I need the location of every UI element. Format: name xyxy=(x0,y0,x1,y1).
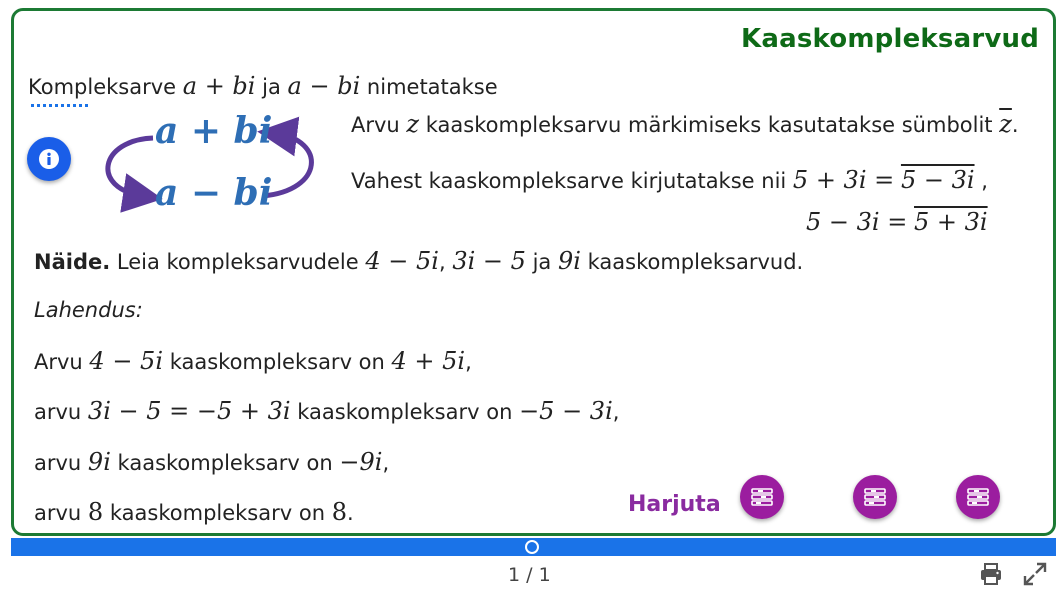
task-text-2: kaaskompleksarvud. xyxy=(580,250,804,274)
exercise-icon xyxy=(750,487,774,507)
solution-row xyxy=(34,498,354,526)
example-lhs-1: 5 + 3i = xyxy=(792,166,895,194)
page-separator: / xyxy=(526,564,533,586)
solution-row xyxy=(34,347,472,375)
slide-title: Kaaskompleksarvud xyxy=(741,24,1040,54)
symbol-end: . xyxy=(1011,113,1019,137)
solution-end: , xyxy=(382,451,390,475)
fullscreen-icon xyxy=(1022,561,1048,587)
solution-result: −9i xyxy=(339,448,383,476)
solution-mid: kaaskompleksarv on xyxy=(103,501,332,525)
solution-label: Lahendus: xyxy=(34,298,143,322)
fullscreen-button[interactable] xyxy=(1022,561,1048,587)
example-end: , xyxy=(981,169,988,193)
solution-expr: 8 xyxy=(87,498,104,526)
solution-end: , xyxy=(465,350,472,374)
solution-mid: kaaskompleksarv on xyxy=(290,400,520,424)
page-total: 1 xyxy=(538,564,551,586)
task-num-1: 4 − 5i xyxy=(365,247,439,275)
solution-end: , xyxy=(612,400,620,424)
harjuta-label: Harjuta xyxy=(628,492,721,517)
exercise-button-3[interactable] xyxy=(956,475,1000,519)
intro-expr-2: a − bi xyxy=(287,72,361,100)
intro-text-after: nimetatakse xyxy=(360,75,498,99)
exercise-icon xyxy=(966,487,990,507)
task-comma: , xyxy=(438,250,446,274)
task-text-1: Leia kompleksarvudele xyxy=(110,250,366,274)
task-line xyxy=(34,247,803,275)
solution-expr: 9i xyxy=(87,448,111,476)
example-line-2 xyxy=(806,208,988,236)
task-num-2: 3i − 5 xyxy=(452,247,526,275)
solution-result: −5 − 3i xyxy=(519,397,613,425)
solution-result: 8 xyxy=(331,498,347,526)
task-label: Näide. xyxy=(34,250,111,274)
exercise-button-2[interactable] xyxy=(853,475,897,519)
symbol-var: z xyxy=(406,110,420,138)
intro-line xyxy=(28,72,498,100)
page-current: 1 xyxy=(508,564,521,586)
solution-prefix: arvu xyxy=(34,501,88,525)
solution-mid: kaaskompleksarv on xyxy=(163,350,392,374)
intro-text-before: Kompleksarve xyxy=(28,75,183,99)
solution-end: . xyxy=(346,501,354,525)
exercise-icon xyxy=(863,487,887,507)
solution-prefix: Arvu xyxy=(34,350,90,374)
page-indicator xyxy=(508,564,551,586)
example-rhs-2: 5 + 3i xyxy=(914,208,988,236)
diagram-top-expr: a + bi xyxy=(155,110,273,152)
solution-row xyxy=(34,397,619,425)
solution-row xyxy=(34,448,389,476)
task-num-3: 9i xyxy=(557,247,581,275)
solution-prefix: arvu xyxy=(34,451,88,475)
example-rhs-1: 5 − 3i xyxy=(900,166,975,194)
exercise-button-1[interactable] xyxy=(740,475,784,519)
progress-handle[interactable] xyxy=(525,540,539,554)
example-line-1 xyxy=(351,166,988,194)
print-button[interactable] xyxy=(978,561,1004,587)
intro-underline xyxy=(31,104,88,108)
solution-expr: 3i − 5 = −5 + 3i xyxy=(87,397,291,425)
info-button[interactable] xyxy=(27,137,71,181)
solution-result: 4 + 5i xyxy=(391,347,466,375)
conjugate-diagram xyxy=(95,110,325,220)
info-icon xyxy=(38,148,60,170)
symbol-z-bar: $\overline{z}$ xyxy=(999,110,1012,138)
diagram-bottom-expr: a − bi xyxy=(155,172,273,214)
task-ja: ja xyxy=(525,250,558,274)
intro-mid: ja xyxy=(255,75,288,99)
print-icon xyxy=(978,561,1004,587)
intro-expr-1: a + bi xyxy=(182,72,256,100)
solution-prefix: arvu xyxy=(34,400,88,424)
symbol-line xyxy=(351,110,1019,138)
solution-mid: kaaskompleksarv on xyxy=(110,451,340,475)
symbol-text-after: kaaskompleksarvu märkimiseks kasutatakse sümbolit xyxy=(419,113,1000,137)
example-lhs-2: 5 − 3i = xyxy=(806,208,908,236)
solution-expr: 4 − 5i xyxy=(89,347,164,375)
example-text: Vahest kaaskompleksarve kirjutatakse nii xyxy=(351,169,793,193)
symbol-text-before: Arvu xyxy=(351,113,407,137)
